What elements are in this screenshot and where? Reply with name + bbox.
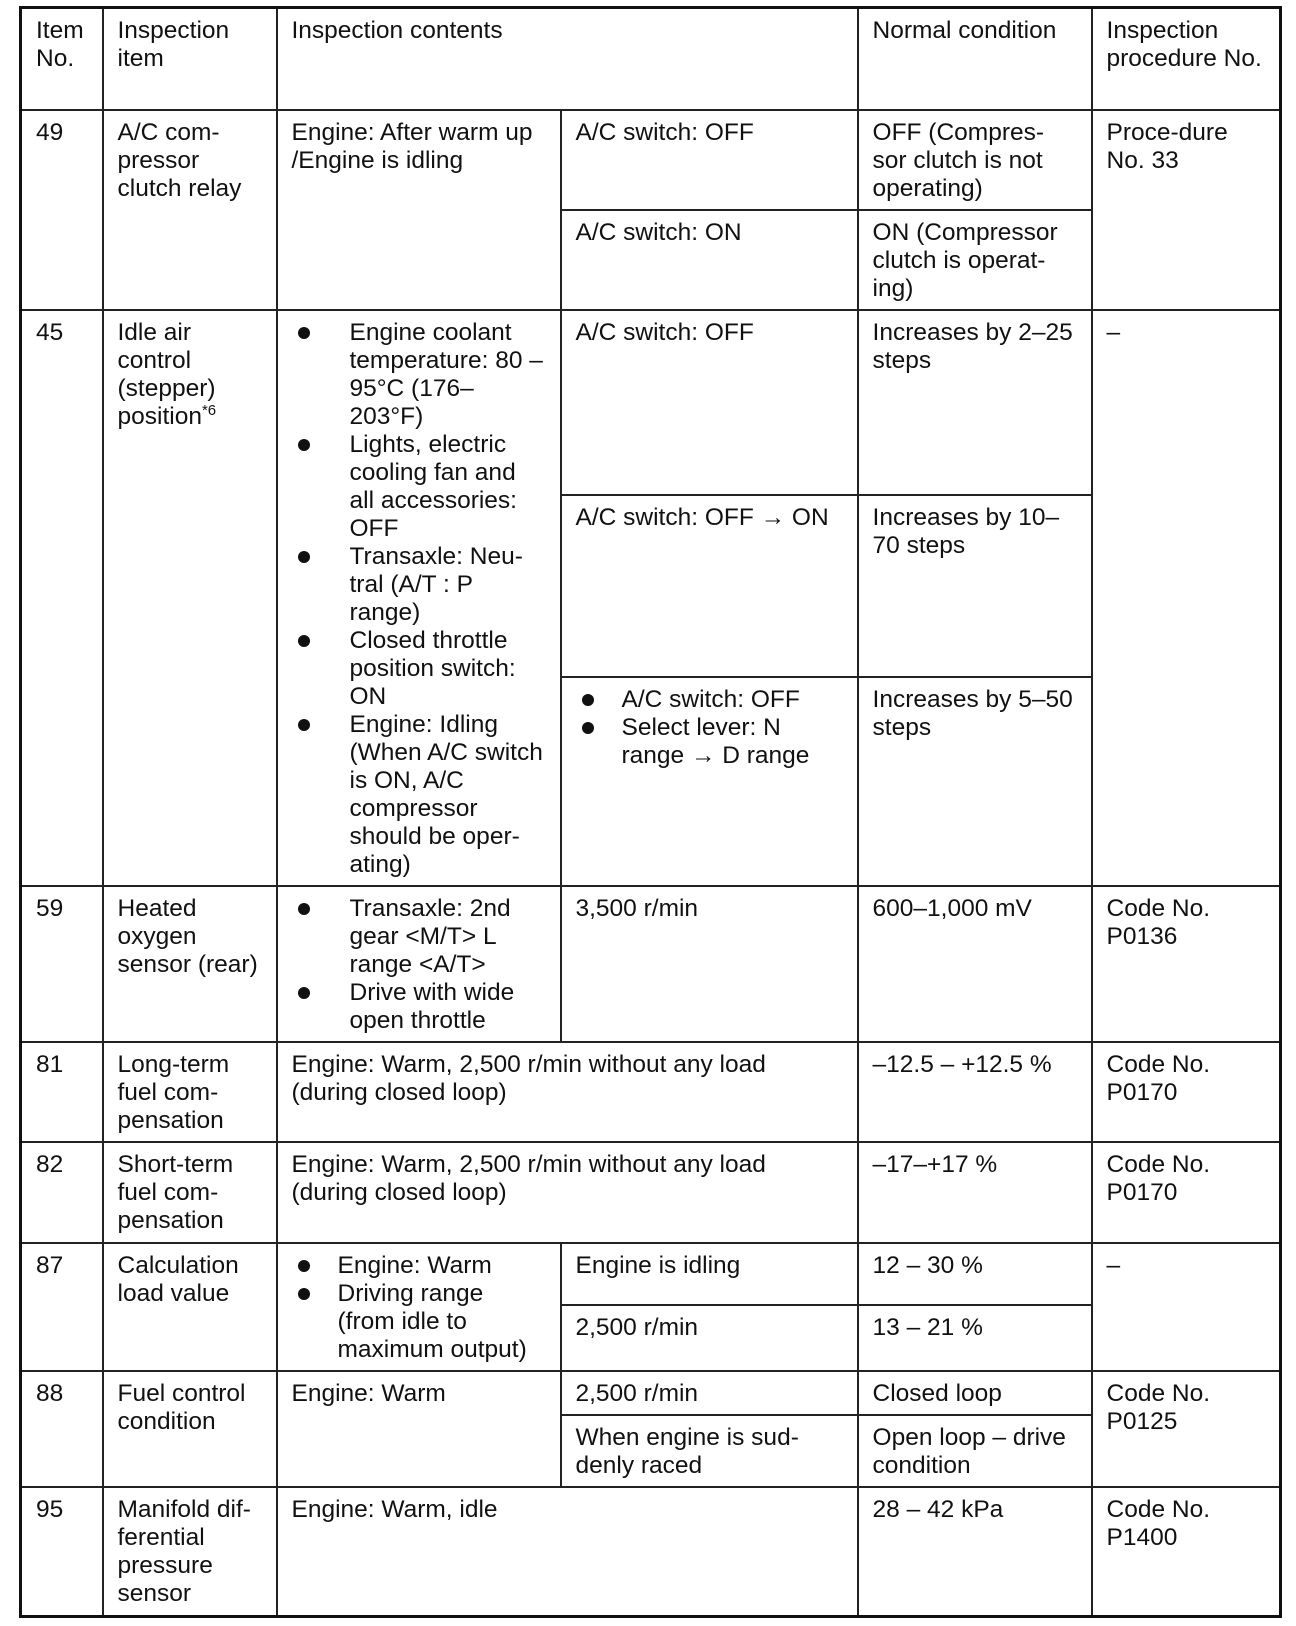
inspection-contents: Engine: Warm	[277, 1371, 561, 1487]
normal-condition: Open loop – drive condition	[858, 1415, 1092, 1487]
table-row	[21, 1487, 1281, 1617]
normal-condition: Increases by 2–25 steps	[858, 310, 1092, 495]
procedure-no: Code No. P0125	[1092, 1371, 1281, 1487]
list-item: Engine coolant temperature: 80 – 95°C (176–203°F)	[292, 319, 546, 431]
list-item: Transaxle: 2nd gear <M/T> L range <A/T>	[292, 895, 546, 979]
list-item: Lights, electric cooling fan and all accessories: OFF	[292, 431, 546, 543]
inspection-item: Calculation load value	[103, 1243, 277, 1371]
condition: 2,500 r/min	[561, 1371, 858, 1415]
condition: A/C switch: OFF → ON	[561, 495, 858, 677]
normal-condition: 12 – 30 %	[858, 1243, 1092, 1306]
header-procedure-no: Inspection procedure No.	[1092, 8, 1281, 110]
table-row	[21, 310, 1281, 495]
inspection-item: Manifold dif-ferential pressure sensor	[103, 1487, 277, 1617]
inspection-table	[19, 6, 1282, 1618]
condition: A/C switch: OFF	[561, 110, 858, 210]
inspection-item: Heated oxygen sensor (rear)	[103, 886, 277, 1042]
item-no: 87	[21, 1243, 103, 1371]
condition: 2,500 r/min	[561, 1305, 858, 1370]
list-item: Select lever: N range → D range	[576, 714, 843, 770]
header-inspection-item: Inspection item	[103, 8, 277, 110]
item-no: 88	[21, 1371, 103, 1487]
condition	[561, 677, 858, 885]
item-no: 49	[21, 110, 103, 310]
table-row	[21, 1142, 1281, 1243]
procedure-no: Code No. P1400	[1092, 1487, 1281, 1617]
procedure-no: –	[1092, 1243, 1281, 1371]
inspection-item: Idle air control (stepper) position$^{*6}$	[103, 310, 277, 886]
normal-condition: Increases by 10–70 steps	[858, 495, 1092, 677]
list-item: Transaxle: Neu-tral (A/T : P range)	[292, 543, 546, 627]
table-row	[21, 110, 1281, 210]
procedure-no: Code No. P0136	[1092, 886, 1281, 1042]
procedure-no: Code No. P0170	[1092, 1042, 1281, 1142]
header-inspection-contents: Inspection contents	[277, 8, 858, 110]
inspection-contents	[277, 310, 561, 886]
normal-condition: Closed loop	[858, 1371, 1092, 1415]
table-row	[21, 886, 1281, 1042]
item-no: 59	[21, 886, 103, 1042]
table-row	[21, 1042, 1281, 1142]
table-row	[21, 1243, 1281, 1306]
condition: A/C switch: ON	[561, 210, 858, 310]
footnote-mark: *6	[201, 401, 217, 419]
normal-condition: Increases by 5–50 steps	[858, 677, 1092, 885]
normal-condition: ON (Compressor clutch is operat-ing)	[858, 210, 1092, 310]
normal-condition: OFF (Compres-sor clutch is not operating)	[858, 110, 1092, 210]
inspection-item: Fuel control condition	[103, 1371, 277, 1487]
condition: 3,500 r/min	[561, 886, 858, 1042]
list-item: Engine: Idling (When A/C switch is ON, A/C compressor should be oper-ating)	[292, 711, 546, 879]
condition: When engine is sud-denly raced	[561, 1415, 858, 1487]
item-no: 82	[21, 1142, 103, 1243]
header-row	[21, 8, 1281, 110]
inspection-contents: Engine: After warm up /Engine is idling	[277, 110, 561, 310]
inspection-contents	[277, 1243, 561, 1371]
inspection-contents: Engine: Warm, 2,500 r/min without any load (during closed loop)	[277, 1142, 858, 1243]
inspection-item: Long-term fuel com-pensation	[103, 1042, 277, 1142]
inspection-contents: Engine: Warm, 2,500 r/min without any load (during closed loop)	[277, 1042, 858, 1142]
list-item: Closed throttle position switch: ON	[292, 627, 546, 711]
table-row	[21, 1371, 1281, 1415]
item-no: 81	[21, 1042, 103, 1142]
inspection-item: Short-term fuel com-pensation	[103, 1142, 277, 1243]
list-item: Driving range (from idle to maximum output)	[292, 1280, 546, 1364]
item-no: 45	[21, 310, 103, 886]
normal-condition: 28 – 42 kPa	[858, 1487, 1092, 1617]
inspection-contents: Engine: Warm, idle	[277, 1487, 858, 1617]
list-item: Drive with wide open throttle	[292, 979, 546, 1035]
list-item: A/C switch: OFF	[576, 686, 843, 714]
header-normal-condition: Normal condition	[858, 8, 1092, 110]
inspection-item: A/C com-pressor clutch relay	[103, 110, 277, 310]
item-no: 95	[21, 1487, 103, 1617]
list-item: Engine: Warm	[292, 1252, 546, 1280]
procedure-no: Proce-dure No. 33	[1092, 110, 1281, 310]
normal-condition: 600–1,000 mV	[858, 886, 1092, 1042]
procedure-no: –	[1092, 310, 1281, 886]
normal-condition: 13 – 21 %	[858, 1305, 1092, 1370]
inspection-contents	[277, 886, 561, 1042]
header-item-no: Item No.	[21, 8, 103, 110]
procedure-no: Code No. P0170	[1092, 1142, 1281, 1243]
normal-condition: –17–+17 %	[858, 1142, 1092, 1243]
normal-condition: –12.5 – +12.5 %	[858, 1042, 1092, 1142]
condition: A/C switch: OFF	[561, 310, 858, 495]
condition: Engine is idling	[561, 1243, 858, 1306]
